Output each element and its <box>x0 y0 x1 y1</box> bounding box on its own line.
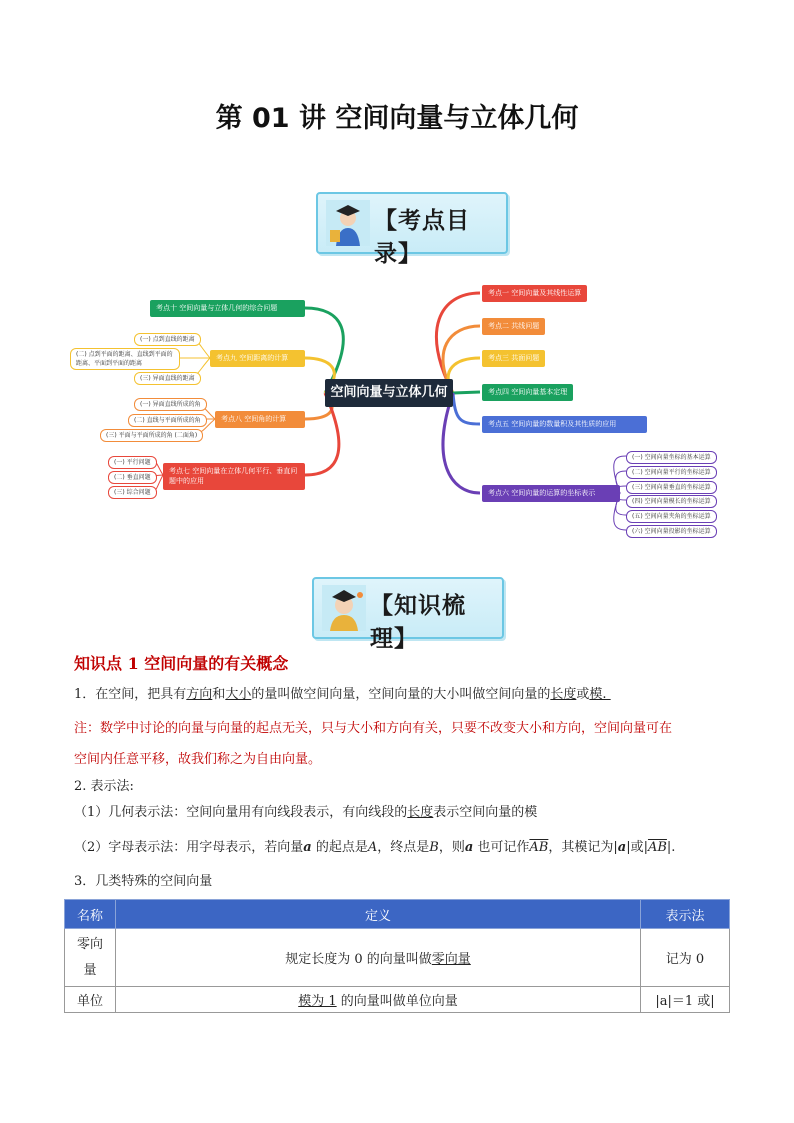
topic7-leaf-1: (一) 平行问题 <box>108 456 157 469</box>
topic-node-5: 考点五 空间向量的数量积及其性质的应用 <box>482 416 647 433</box>
banner-title-knowledge: 【知识梳理】 <box>370 592 466 652</box>
mind-map <box>0 0 794 560</box>
paragraph-representation: 2. 表示法: <box>74 779 134 794</box>
table-cell-name: 零向量 <box>65 929 116 987</box>
mind-map-center: 空间向量与立体几何 <box>325 379 453 407</box>
topic-node-1: 考点一 空间向量及其线性运算 <box>482 285 587 302</box>
table-cell-definition: 模为 1 的向量叫做单位向量 <box>116 987 641 1013</box>
topic6-leaf-5: (五) 空间向量夹角的坐标运算 <box>626 510 717 523</box>
table-row <box>65 929 730 987</box>
paragraph-geometric: （1）几何表示法：空间向量用有向线段表示，有向线段的长度表示空间向量的模 <box>74 805 538 820</box>
topic8-leaf-1: (一) 异面直线所成的角 <box>134 398 207 411</box>
topic6-leaf-1: (一) 空间向量坐标的基本运算 <box>626 451 717 464</box>
topic-node-4: 考点四 空间向量基本定理 <box>482 384 573 401</box>
topic9-leaf-3: (三) 异面直线的距离 <box>134 372 201 385</box>
note-line-1: 注：数学中讨论的向量与向量的起点无关，只与大小和方向有关，只要不改变大小和方向，空间向量可在 <box>74 721 673 736</box>
topic6-leaf-6: (六) 空间向量投影的坐标运算 <box>626 525 717 538</box>
table-cell-definition: 规定长度为 0 的向量叫做零向量 <box>116 929 641 987</box>
table-cell-notation: 记为 0 <box>641 929 730 987</box>
topic-node-8: 考点八 空间角的计算 <box>215 411 305 428</box>
table-cell-name: 单位 <box>65 987 116 1013</box>
note-line-2: 空间内任意平移，故我们称之为自由向量。 <box>74 752 322 767</box>
table-row <box>65 987 730 1013</box>
topic-node-2: 考点二 共线问题 <box>482 318 545 335</box>
page-title: 第 01 讲 空间向量与立体几何 <box>215 103 579 134</box>
topic6-leaf-2: (二) 空间向量平行的坐标运算 <box>626 466 717 479</box>
topic7-leaf-2: (二) 垂直问题 <box>108 471 157 484</box>
topic7-leaf-3: (三) 综合问题 <box>108 486 157 499</box>
topic6-leaf-3: (三) 空间向量垂直的坐标运算 <box>626 481 717 494</box>
topic-node-7: 考点七 空间向量在立体几何平行、垂直问题中的应用 <box>163 463 305 490</box>
topic-node-6: 考点六 空间向量的运算的坐标表示 <box>482 485 620 502</box>
special-vectors-table <box>64 899 730 1013</box>
table-header-name: 名称 <box>65 900 116 929</box>
topic-node-3: 考点三 共面问题 <box>482 350 545 367</box>
topic9-leaf-2: (二) 点到平面的距离、直线到平面的距离、平面到平面的距离 <box>70 348 180 370</box>
paragraph-definition: 1．在空间，把具有方向和大小的量叫做空间向量，空间向量的大小叫做空间向量的长度或模. <box>74 687 607 702</box>
topic6-leaf-4: (四) 空间向量模长的坐标运算 <box>626 495 717 508</box>
table-header-notation: 表示法 <box>641 900 730 929</box>
table-header-definition: 定义 <box>116 900 641 929</box>
topic-node-9: 考点九 空间距离的计算 <box>210 350 305 367</box>
banner-title-outline: 【考点目录】 <box>374 207 470 267</box>
topic9-leaf-1: (一) 点到直线的距离 <box>134 333 201 346</box>
section-heading: 知识点 1 空间向量的有关概念 <box>74 654 289 673</box>
topic8-leaf-2: (二) 直线与平面所成的角 <box>128 414 207 427</box>
table-cell-notation: |a|＝1 或| <box>641 987 730 1013</box>
paragraph-letter: （2）字母表示法：用字母表示，若向量a 的起点是A，终点是B，则a 也可记作$\overline{AB}$，其模记为|a|或$|\overline{AB}|$. <box>74 840 676 855</box>
paragraph-special-vectors: 3．几类特殊的空间向量 <box>74 874 213 889</box>
section-banner-knowledge <box>312 577 504 652</box>
topic8-leaf-3: (三) 平面与平面所成的角 (二面角) <box>100 429 203 442</box>
scholar-character-icon <box>322 585 366 631</box>
topic-node-10: 考点十 空间向量与立体几何的综合问题 <box>150 300 305 317</box>
